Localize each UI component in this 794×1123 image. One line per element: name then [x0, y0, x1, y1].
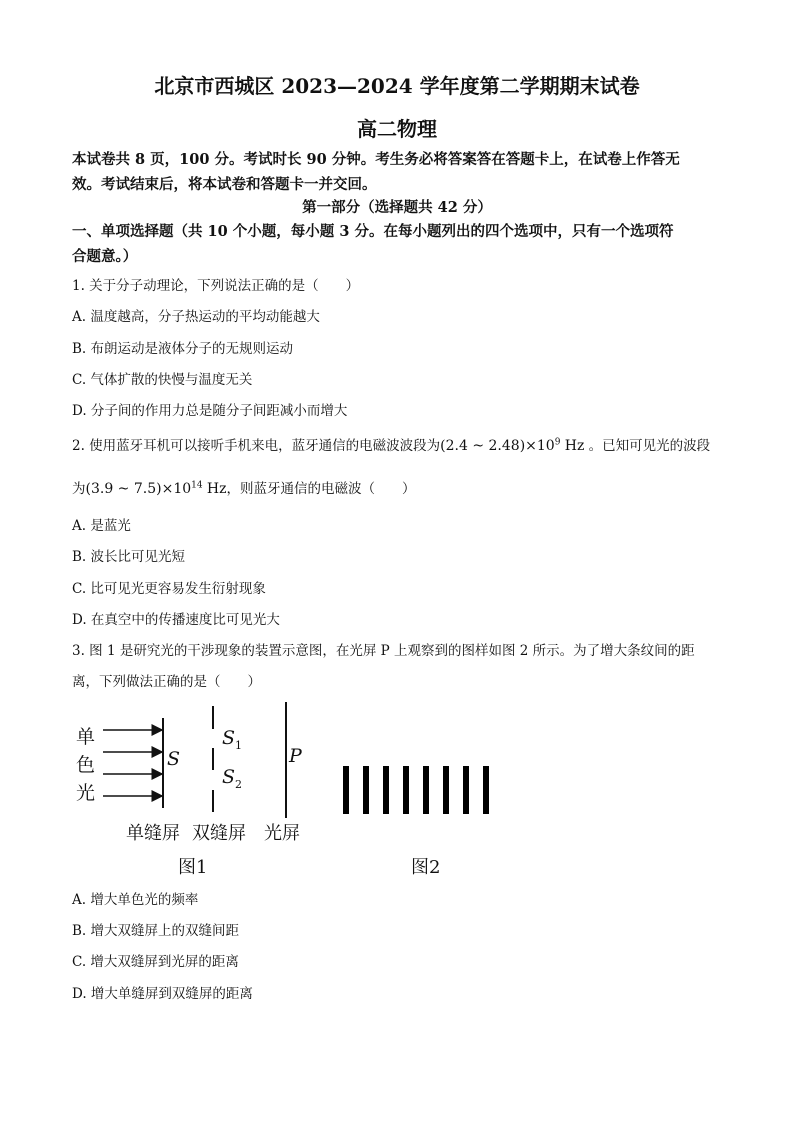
figure-2-caption: 图2: [411, 857, 441, 878]
fringe-3: [383, 766, 389, 814]
exam-title: 北京市西城区 2023—2024 学年度第二学期期末试卷: [154, 74, 640, 98]
q3-option-d: D. 增大单缝屏到双缝屏的距离: [72, 986, 253, 1002]
q2-line2-exp: 14: [191, 480, 203, 491]
question-1-stem: 1. 关于分子动理论，下列说法正确的是（ ）: [72, 278, 360, 294]
fringe-1: [343, 766, 349, 814]
q2-option-b: B. 波长比可见光短: [72, 549, 186, 565]
fringe-6: [443, 766, 449, 814]
section-heading-line-2: 合题意。）: [72, 248, 138, 265]
figure-2-fringes: [335, 760, 495, 820]
light-char-1: 单: [76, 726, 96, 748]
q3-option-b: B. 增大双缝屏上的双缝间距: [72, 923, 240, 939]
q2-option-a: A. 是蓝光: [72, 518, 131, 534]
label-s2-letter: S: [222, 766, 236, 788]
label-s2: [222, 766, 242, 791]
q2-line2-math: (3.9 ~ 7.5)×10: [85, 481, 192, 497]
caption-light-screen: 光屏: [264, 823, 300, 844]
label-s1-letter: S: [222, 727, 236, 749]
q2-line2-unit: Hz: [206, 481, 227, 497]
label-s1: [222, 727, 242, 752]
q3-option-c: C. 增大双缝屏到光屏的距离: [72, 954, 239, 970]
q3-option-a: A. 增大单色光的频率: [72, 892, 199, 908]
section-heading-line-1: 一、单项选择题（共 10 个小题，每小题 3 分。在每小题列出的四个选项中，只有一个选项符: [72, 223, 674, 240]
instructions-line-2: 效。考试结束后，将本试卷和答题卡一并交回。: [72, 176, 377, 193]
fringe-4: [403, 766, 409, 814]
figure-1-caption: 图1: [178, 857, 208, 878]
caption-double-slit: 双缝屏: [192, 823, 246, 844]
question-3-line-1: 3. 图 1 是研究光的干涉现象的装置示意图，在光屏 P 上观察到的图样如图 2 所示。为了增大条纹间的距: [72, 643, 695, 659]
q1-option-d: D. 分子间的作用力总是随分子间距减小而增大: [72, 403, 348, 419]
instructions-line-1: 本试卷共 8 页，100 分。考试时长 90 分钟。考生务必将答案答在答题卡上，在试卷上作答无: [72, 151, 680, 168]
q1-option-b: B. 布朗运动是液体分子的无规则运动: [72, 341, 294, 357]
q2-line1-math: (2.4 ~ 2.48)×10: [440, 438, 555, 454]
monochromatic-light-label: [76, 723, 95, 807]
q1-option-a: A. 温度越高，分子热运动的平均动能越大: [72, 309, 320, 325]
subject-title: 高二物理: [357, 117, 437, 141]
fringe-2: [363, 766, 369, 814]
caption-single-slit: 单缝屏: [126, 823, 180, 844]
part-title: 第一部分（选择题共 42 分）: [302, 199, 492, 216]
fringe-8: [483, 766, 489, 814]
q1-option-c: C. 气体扩散的快慢与温度无关: [72, 372, 253, 388]
q2-line2-suffix: ，则蓝牙通信的电磁波（ ）: [226, 481, 416, 497]
q2-line1-suffix: 。已知可见光的波段: [588, 438, 711, 454]
light-char-2: 色: [76, 754, 96, 776]
fringe-5: [423, 766, 429, 814]
q2-option-d: D. 在真空中的传播速度比可见光大: [72, 612, 280, 628]
light-char-3: 光: [76, 782, 96, 804]
fringe-7: [463, 766, 469, 814]
label-s2-subscript: 2: [235, 777, 243, 791]
q2-line2-prefix: 为: [72, 481, 86, 497]
label-s: S: [167, 748, 181, 770]
label-s1-subscript: 1: [235, 738, 243, 752]
label-p: P: [289, 745, 302, 767]
q2-line1-exp: 9: [554, 437, 561, 448]
q2-line1-unit: Hz: [564, 438, 585, 454]
q2-option-c: C. 比可见光更容易发生衍射现象: [72, 581, 266, 597]
q2-line1-prefix: 2. 使用蓝牙耳机可以接听手机来电，蓝牙通信的电磁波波段为: [72, 438, 441, 454]
question-3-line-2: 离，下列做法正确的是（ ）: [72, 674, 261, 690]
